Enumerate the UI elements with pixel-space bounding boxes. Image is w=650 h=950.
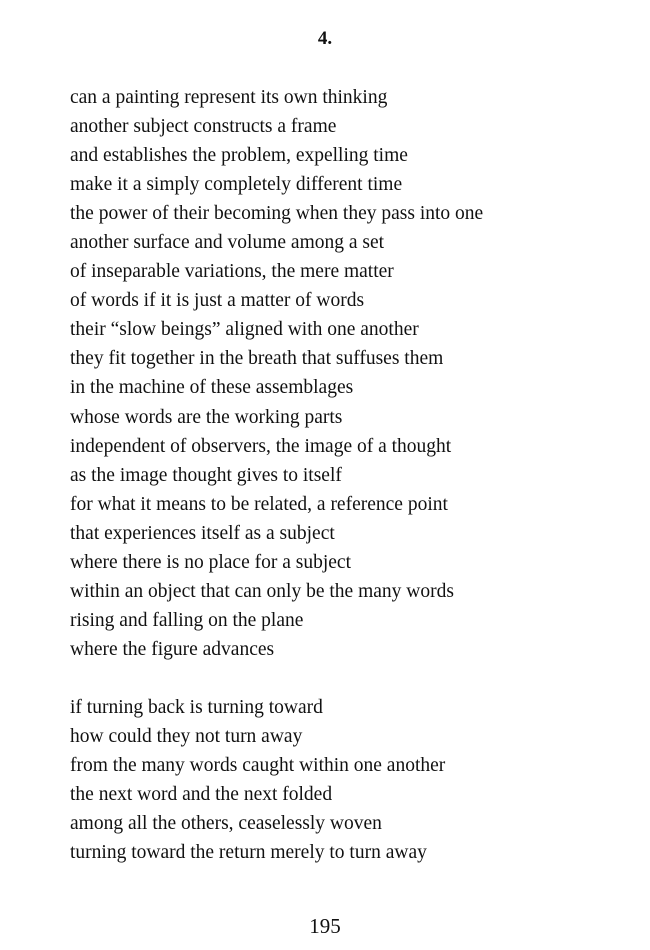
poem-line: of words if it is just a matter of words [70,290,365,312]
poem-line: turning toward the return merely to turn away [70,842,427,864]
poem-body [70,83,630,867]
poem-line: independent of observers, the image of a thought [70,435,452,457]
poem-line: the next word and the next folded [70,784,333,806]
poem-line: that experiences itself as a subject [70,522,335,544]
poem-line: within an object that can only be the many words [70,580,454,602]
poem-line: can a painting represent its own thinking [70,87,388,108]
poem-line: for what it means to be related, a reference point [70,493,448,515]
poem-line: the power of their becoming when they pass into one [70,203,484,225]
poem-line: they fit together in the breath that suffuses them [70,348,444,370]
poem-line: whose words are the working parts [70,406,343,428]
page-number: 195 [309,914,341,938]
poem-line: another subject constructs a frame [70,116,337,138]
poem-line: their “slow beings” aligned with one another [70,319,419,341]
poem-line: from the many words caught within one another [70,755,446,777]
section-number: 4. [317,28,333,49]
poem-line: if turning back is turning toward [70,696,323,718]
poem-line: among all the others, ceaselessly woven [70,813,382,835]
stanza-2 [70,693,630,867]
poem-line: rising and falling on the plane [70,609,304,631]
poem-line: and establishes the problem, expelling time [70,145,408,167]
poem-line: of inseparable variations, the mere matter [70,261,394,283]
poem-line: where there is no place for a subject [70,551,351,573]
poem-line: in the machine of these assemblages [70,377,354,399]
poem-line: how could they not turn away [70,725,303,747]
poem-line: make it a simply completely different time [70,174,403,196]
poem-line: another surface and volume among a set [70,232,385,254]
poem-line: as the image thought gives to itself [70,464,342,486]
stanza-1 [70,83,630,664]
poem-line: where the figure advances [70,638,275,660]
